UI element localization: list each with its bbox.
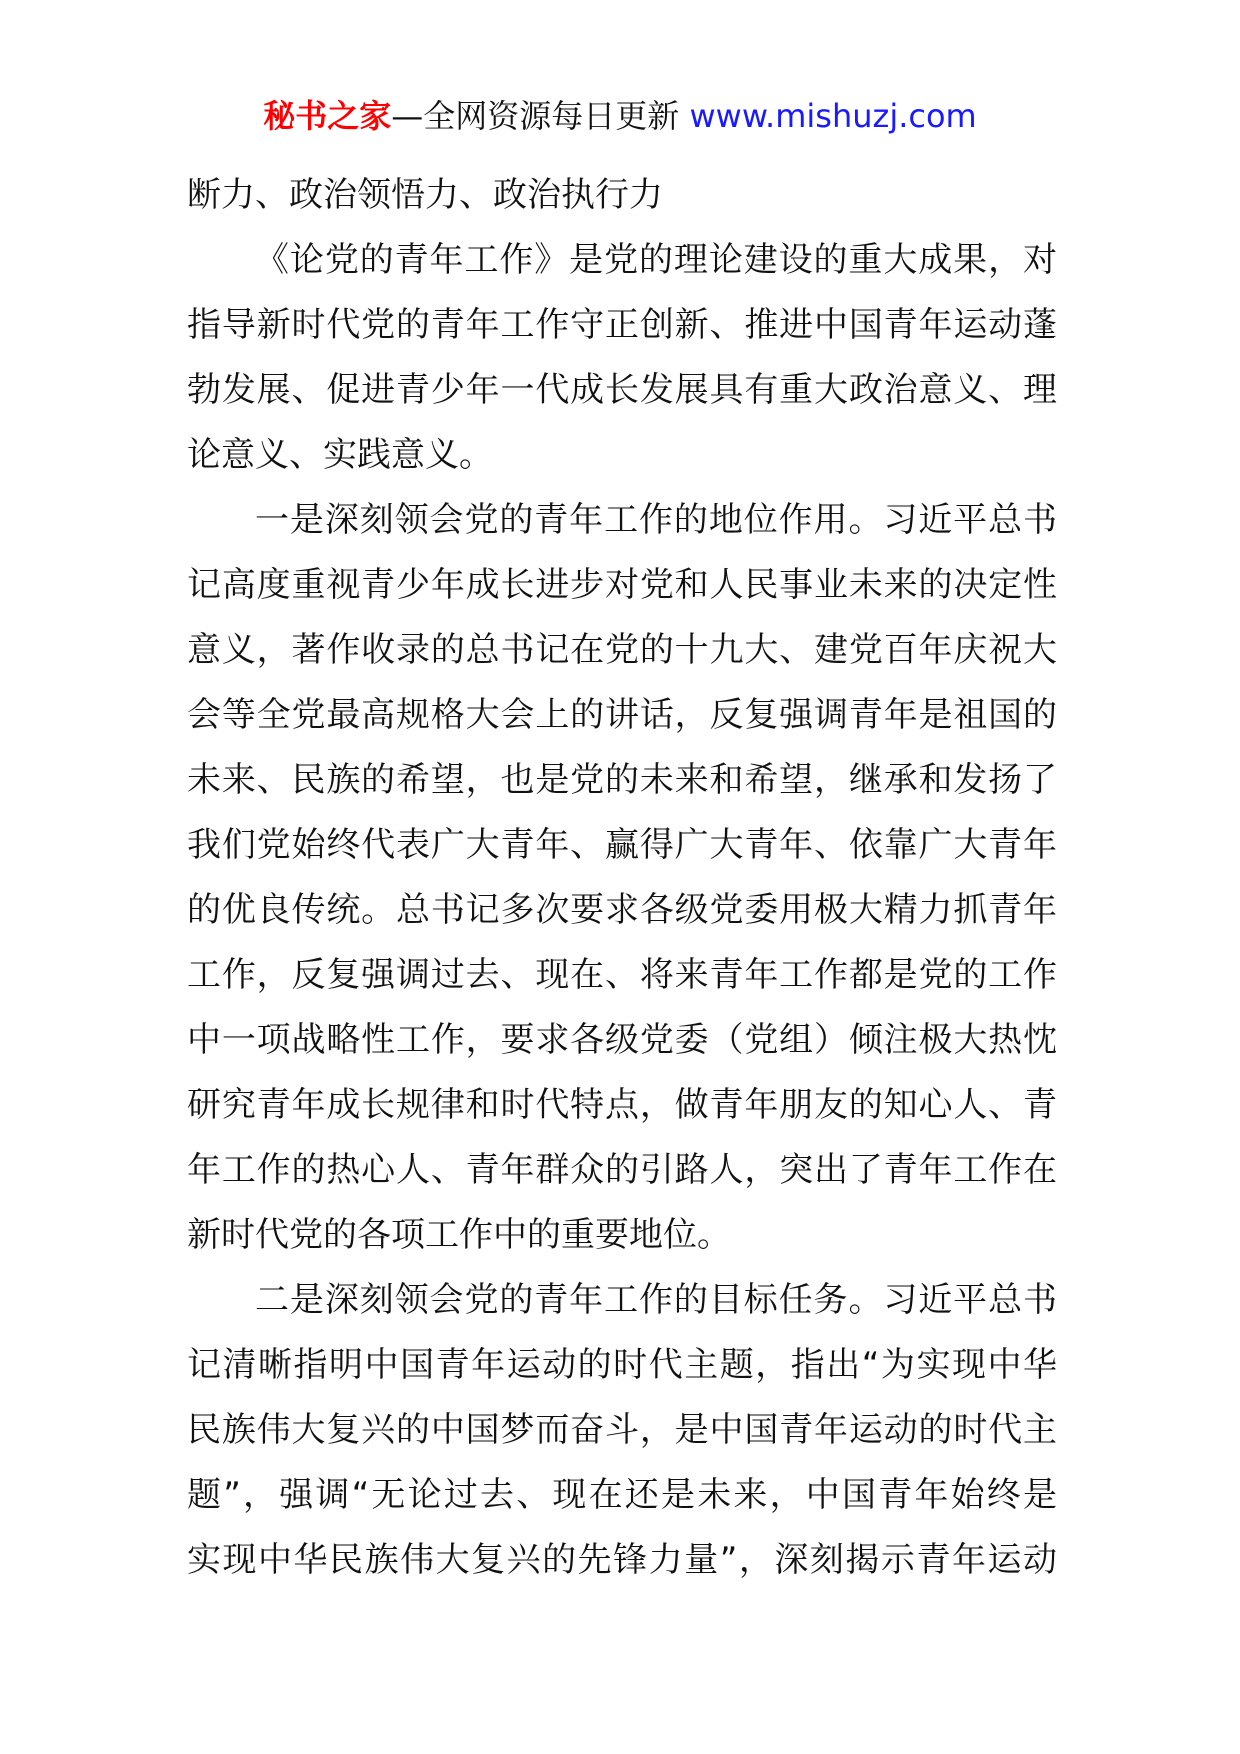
- text-line: 题”，强调“无论过去、现在还是未来，中国青年始终是: [187, 1475, 1057, 1515]
- text-line: 记高度重视青少年成长进步对党和人民事业未来的决定性: [187, 565, 1057, 605]
- text-line: 的优良传统。总书记多次要求各级党委用极大精力抓青年: [187, 890, 1057, 930]
- text-line: 新时代党的各项工作中的重要地位。: [187, 1215, 731, 1255]
- text-line: 二是深刻领会党的青年工作的目标任务。习近平总书: [255, 1280, 1057, 1320]
- text-line: 中一项战略性工作，要求各级党委（党组）倾注极大热忱: [187, 1020, 1057, 1060]
- site-header: [0, 94, 1240, 138]
- text-line: 年工作的热心人、青年群众的引路人，突出了青年工作在: [187, 1150, 1057, 1190]
- document-body: [187, 163, 1057, 1593]
- text-line: 一是深刻领会党的青年工作的地位作用。习近平总书: [255, 500, 1057, 540]
- site-url-link[interactable]: www.mishuzj.com: [689, 97, 977, 135]
- text-line: 未来、民族的希望，也是党的未来和希望，继承和发扬了: [187, 760, 1057, 800]
- text-line: 《论党的青年工作》是党的理论建设的重大成果，对: [255, 240, 1057, 280]
- text-line: 实现中华民族伟大复兴的先锋力量”，深刻揭示青年运动: [187, 1540, 1057, 1580]
- text-line: 记清晰指明中国青年运动的时代主题，指出“为实现中华: [187, 1345, 1057, 1385]
- text-line: 论意义、实践意义。: [187, 435, 493, 475]
- text-line: 我们党始终代表广大青年、赢得广大青年、依靠广大青年: [187, 825, 1057, 865]
- text-line: 指导新时代党的青年工作守正创新、推进中国青年运动蓬: [187, 305, 1057, 345]
- text-line: 研究青年成长规律和时代特点，做青年朋友的知心人、青: [187, 1085, 1057, 1125]
- text-line: 意义，著作收录的总书记在党的十九大、建党百年庆祝大: [187, 630, 1057, 670]
- text-line: 工作，反复强调过去、现在、将来青年工作都是党的工作: [187, 955, 1057, 995]
- header-tagline: —全网资源每日更新: [391, 97, 690, 135]
- brand-name: 秘书之家: [263, 97, 392, 135]
- text-line: 勃发展、促进青少年一代成长发展具有重大政治意义、理: [187, 370, 1057, 410]
- text-line: 会等全党最高规格大会上的讲话，反复强调青年是祖国的: [187, 695, 1057, 735]
- text-line: 断力、政治领悟力、政治执行力: [187, 175, 663, 215]
- text-line: 民族伟大复兴的中国梦而奋斗，是中国青年运动的时代主: [187, 1410, 1057, 1450]
